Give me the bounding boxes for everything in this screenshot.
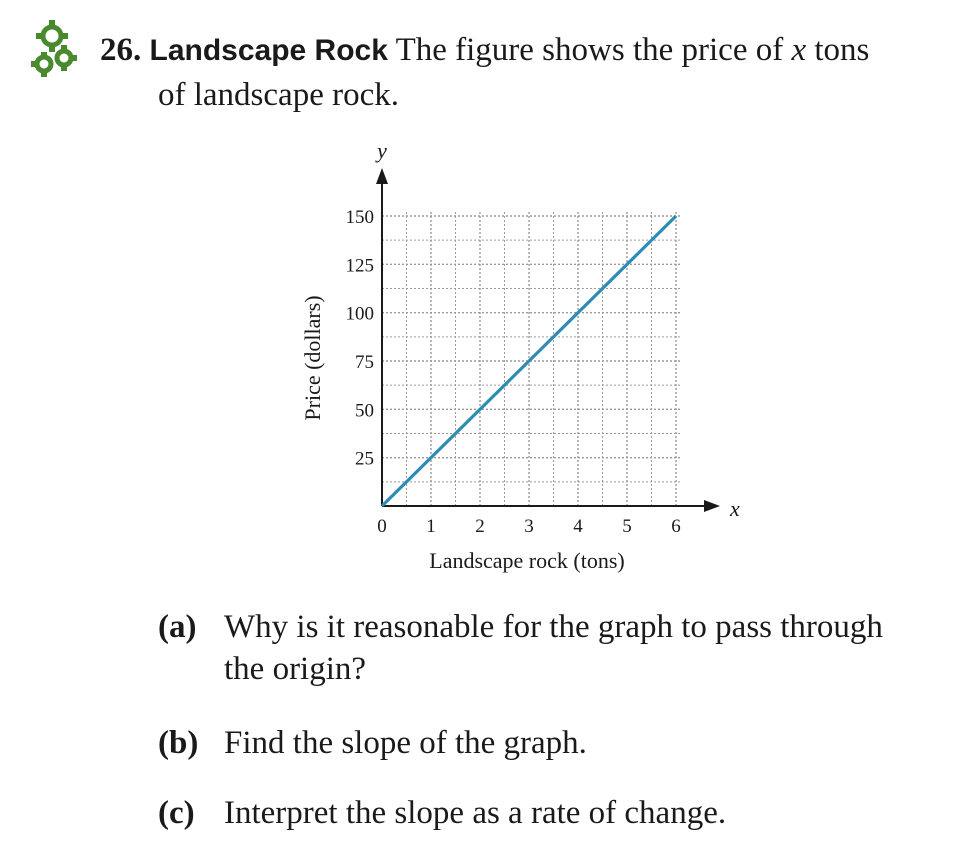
y-axis-arrow [376, 168, 388, 184]
y-axis-title: Price (dollars) [300, 295, 325, 421]
problem-text: The figure shows the price of [395, 32, 784, 68]
question-a [158, 606, 958, 690]
price-chart [290, 138, 770, 588]
x-axis-title: Landscape rock (tons) [429, 548, 625, 573]
y-tick-label: 125 [345, 255, 374, 277]
question-c [158, 792, 958, 834]
question-text: Find the slope of the graph. [224, 725, 587, 761]
question-text-line2: the origin? [224, 651, 367, 687]
x-tick-label: 0 [377, 516, 387, 537]
x-tick-label: 1 [426, 516, 436, 537]
question-text: Why is it reasonable for the graph to pass through [224, 609, 883, 645]
question-label: (b) [158, 725, 199, 761]
x-tick-label: 6 [671, 516, 681, 537]
question-text: Interpret the slope as a rate of change. [224, 795, 727, 831]
gear-icon [30, 14, 82, 80]
problem-title: Landscape Rock [149, 34, 388, 67]
x-tick-label: 3 [524, 516, 534, 537]
y-tick-label: 75 [355, 352, 374, 373]
problem-number: 26. [100, 32, 142, 68]
x-axis-arrow [704, 500, 720, 512]
question-b [158, 722, 958, 764]
x-tick-label: 5 [622, 516, 632, 537]
y-tick-label: 25 [355, 448, 374, 470]
x-tick-label: 2 [475, 516, 485, 537]
y-tick-label: 100 [345, 303, 374, 325]
problem-text-line2: of landscape rock. [158, 77, 399, 113]
x-axis-var: x [730, 496, 740, 521]
y-tick-label: 50 [355, 400, 374, 422]
y-tick-label: 150 [345, 207, 374, 228]
x-tick-label: 4 [573, 516, 583, 537]
chart-ticks [346, 207, 681, 537]
question-label: (c) [158, 795, 195, 831]
problem-statement [100, 28, 950, 117]
problem-text-end: tons [814, 32, 870, 68]
problem-variable: x [791, 32, 807, 68]
y-axis-var: y [377, 138, 387, 163]
question-label: (a) [158, 609, 197, 645]
